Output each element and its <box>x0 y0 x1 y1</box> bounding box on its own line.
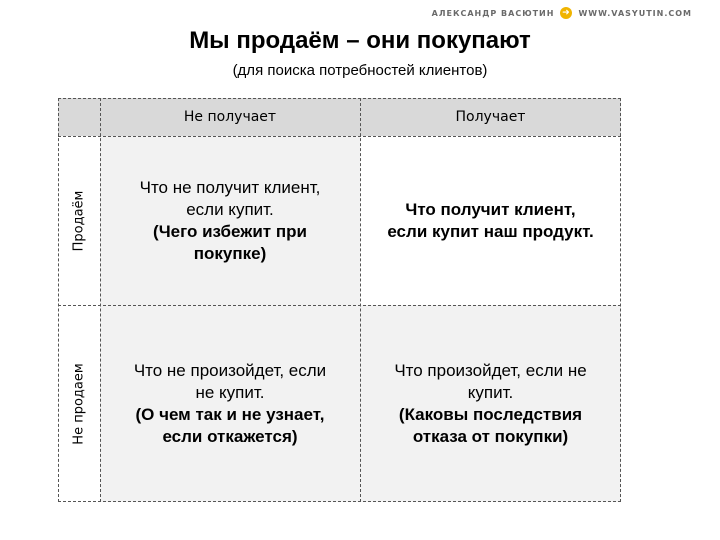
cell-not-sell-not-gets <box>100 305 360 502</box>
cell-sell-gets <box>360 136 621 305</box>
grid-line <box>58 501 621 502</box>
cell-not-sell-gets <box>360 305 621 502</box>
slide-subtitle: (для поиска потребностей клиентов) <box>232 62 488 79</box>
cell-text-bold: Что получит клиент, <box>405 199 576 219</box>
cell-text-bold: покупке) <box>193 243 267 263</box>
website-link[interactable]: WWW.VASYUTIN.COM <box>578 8 692 18</box>
grid-line <box>58 305 621 306</box>
grid-line <box>100 98 101 502</box>
cell-text-bold: (Чего избежит при <box>153 221 307 241</box>
row-header-sell <box>58 136 100 305</box>
cell-text: не купит. <box>195 382 265 402</box>
grid-line <box>360 98 361 502</box>
column-header-not-gets: Не получает <box>100 98 360 136</box>
brand-header <box>432 6 692 20</box>
needs-matrix-table <box>58 98 621 502</box>
author-name: АЛЕКСАНДР ВАСЮТИН <box>431 8 555 18</box>
grid-line <box>58 98 621 99</box>
table-corner <box>58 98 100 136</box>
row-header-not-sell-label: Не продаем <box>71 362 87 445</box>
cell-text: Что произойдет, если не <box>394 360 587 380</box>
cell-text-bold: (О чем так и не узнает, <box>135 404 325 424</box>
grid-line <box>58 98 59 502</box>
cell-text-bold: если откажется) <box>162 426 298 446</box>
row-header-not-sell <box>58 305 100 502</box>
grid-line <box>620 98 621 502</box>
cell-text: купит. <box>467 382 514 402</box>
cell-text-bold: отказа от покупки) <box>412 426 569 446</box>
cell-text: если купит. <box>186 199 274 219</box>
cell-text-bold: (Каковы последствия <box>398 404 583 424</box>
row-header-sell-label: Продаём <box>71 190 87 251</box>
cell-sell-not-gets <box>100 136 360 305</box>
arrow-logo-icon: ➜ <box>562 8 571 18</box>
slide-title: Мы продаём – они покупают <box>189 27 531 54</box>
column-header-gets: Получает <box>360 98 621 136</box>
grid-line <box>58 136 621 137</box>
cell-text: Что не произойдет, если <box>133 360 327 380</box>
cell-text: Что не получит клиент, <box>139 177 321 197</box>
cell-text-bold: если купит наш продукт. <box>387 221 594 241</box>
